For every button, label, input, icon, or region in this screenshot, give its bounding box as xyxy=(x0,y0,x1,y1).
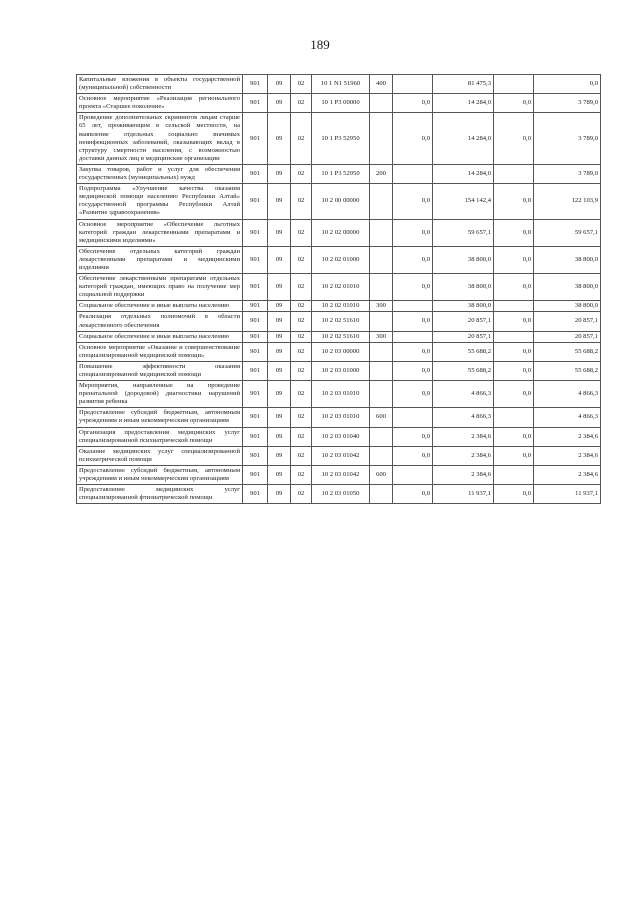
amount-cell-4: 11 937,1 xyxy=(534,485,601,504)
amount-cell-1 xyxy=(393,301,433,312)
subsection-code-cell: 02 xyxy=(291,312,312,331)
section-code-cell: 09 xyxy=(268,331,291,342)
amount-cell-2: 38 800,0 xyxy=(433,274,494,301)
subsection-code-cell: 02 xyxy=(291,219,312,246)
grbs-code-cell: 901 xyxy=(243,427,268,446)
amount-cell-1: 0,0 xyxy=(393,485,433,504)
subsection-code-cell: 02 xyxy=(291,164,312,183)
amount-cell-1: 0,0 xyxy=(393,342,433,361)
amount-cell-4: 20 857,1 xyxy=(534,312,601,331)
target-article-cell: 10 2 02 01010 xyxy=(312,301,370,312)
amount-cell-4: 2 384,6 xyxy=(534,465,601,484)
grbs-code-cell: 901 xyxy=(243,164,268,183)
subsection-code-cell: 02 xyxy=(291,331,312,342)
expense-type-cell: 300 xyxy=(370,331,393,342)
row-name-cell: Предоставление субсидий бюджетным, автономным учреждениям и иным некоммерческим организациям xyxy=(77,465,243,484)
amount-cell-1: 0,0 xyxy=(393,274,433,301)
amount-cell-3: 0,0 xyxy=(494,446,534,465)
amount-cell-1: 0,0 xyxy=(393,381,433,408)
expense-type-cell: 400 xyxy=(370,75,393,94)
table-row xyxy=(77,361,601,380)
amount-cell-3 xyxy=(494,75,534,94)
section-code-cell: 09 xyxy=(268,301,291,312)
target-article-cell: 10 2 02 51610 xyxy=(312,312,370,331)
amount-cell-3 xyxy=(494,301,534,312)
amount-cell-3: 0,0 xyxy=(494,219,534,246)
grbs-code-cell: 901 xyxy=(243,342,268,361)
amount-cell-4: 0,0 xyxy=(534,75,601,94)
section-code-cell: 09 xyxy=(268,381,291,408)
expense-type-cell: 200 xyxy=(370,164,393,183)
grbs-code-cell: 901 xyxy=(243,75,268,94)
amount-cell-3: 0,0 xyxy=(494,361,534,380)
amount-cell-3: 0,0 xyxy=(494,94,534,113)
amount-cell-3: 0,0 xyxy=(494,312,534,331)
amount-cell-4: 122 103,9 xyxy=(534,184,601,219)
section-code-cell: 09 xyxy=(268,342,291,361)
amount-cell-1: 0,0 xyxy=(393,113,433,165)
amount-cell-2: 14 284,0 xyxy=(433,113,494,165)
subsection-code-cell: 02 xyxy=(291,94,312,113)
amount-cell-4: 2 384,6 xyxy=(534,427,601,446)
amount-cell-1 xyxy=(393,465,433,484)
amount-cell-2: 11 937,1 xyxy=(433,485,494,504)
amount-cell-1 xyxy=(393,75,433,94)
grbs-code-cell: 901 xyxy=(243,446,268,465)
grbs-code-cell: 901 xyxy=(243,113,268,165)
row-name-cell: Подпрограмма «Улучшение качества оказания медицинской помощи населению Республики Алтай» государственной программы Республики Алтай «Развитие здравоохранения» xyxy=(77,184,243,219)
section-code-cell: 09 xyxy=(268,184,291,219)
subsection-code-cell: 02 xyxy=(291,381,312,408)
row-name-cell: Основное мероприятие «Реализация регионального проекта «Старшее поколение» xyxy=(77,94,243,113)
target-article-cell: 10 2 03 01042 xyxy=(312,446,370,465)
row-name-cell: Организация предоставления медицинских услуг специализированной психиатрической помощи xyxy=(77,427,243,446)
subsection-code-cell: 02 xyxy=(291,184,312,219)
budget-table xyxy=(76,74,601,504)
expense-type-cell xyxy=(370,485,393,504)
amount-cell-2: 14 284,0 xyxy=(433,164,494,183)
amount-cell-3: 0,0 xyxy=(494,342,534,361)
row-name-cell: Закупка товаров, работ и услуг для обеспечения государственных (муниципальных) нужд xyxy=(77,164,243,183)
amount-cell-1 xyxy=(393,331,433,342)
grbs-code-cell: 901 xyxy=(243,485,268,504)
amount-cell-2: 38 800,0 xyxy=(433,301,494,312)
amount-cell-3 xyxy=(494,331,534,342)
section-code-cell: 09 xyxy=(268,94,291,113)
subsection-code-cell: 02 xyxy=(291,485,312,504)
section-code-cell: 09 xyxy=(268,274,291,301)
expense-type-cell xyxy=(370,312,393,331)
expense-type-cell xyxy=(370,219,393,246)
amount-cell-3 xyxy=(494,465,534,484)
target-article-cell: 10 1 P3 52950 xyxy=(312,164,370,183)
subsection-code-cell: 02 xyxy=(291,427,312,446)
amount-cell-4: 38 800,0 xyxy=(534,246,601,273)
grbs-code-cell: 901 xyxy=(243,274,268,301)
amount-cell-1: 0,0 xyxy=(393,446,433,465)
amount-cell-2: 20 857,1 xyxy=(433,312,494,331)
amount-cell-3: 0,0 xyxy=(494,381,534,408)
amount-cell-3 xyxy=(494,164,534,183)
table-row xyxy=(77,75,601,94)
amount-cell-2: 55 688,2 xyxy=(433,342,494,361)
grbs-code-cell: 901 xyxy=(243,312,268,331)
expense-type-cell: 600 xyxy=(370,408,393,427)
amount-cell-2: 14 284,0 xyxy=(433,94,494,113)
amount-cell-1: 0,0 xyxy=(393,94,433,113)
subsection-code-cell: 02 xyxy=(291,113,312,165)
table-body xyxy=(77,75,601,504)
table-row xyxy=(77,408,601,427)
row-name-cell: Основное мероприятие «Оказание и совершенствование специализированной медицинской помощи» xyxy=(77,342,243,361)
subsection-code-cell: 02 xyxy=(291,446,312,465)
grbs-code-cell: 901 xyxy=(243,184,268,219)
grbs-code-cell: 901 xyxy=(243,465,268,484)
row-name-cell: Мероприятия, направленные на проведение пренатальной (дородовой) диагностики нарушений развития ребенка xyxy=(77,381,243,408)
target-article-cell: 10 1 N1 51960 xyxy=(312,75,370,94)
table-row xyxy=(77,331,601,342)
subsection-code-cell: 02 xyxy=(291,342,312,361)
expense-type-cell xyxy=(370,361,393,380)
table-row xyxy=(77,446,601,465)
table-row xyxy=(77,342,601,361)
row-name-cell: Обеспечение отдельных категорий граждан лекарственными препаратами и медицинскими изделиями xyxy=(77,246,243,273)
target-article-cell: 10 2 02 01000 xyxy=(312,246,370,273)
table-row xyxy=(77,184,601,219)
amount-cell-2: 2 384,6 xyxy=(433,446,494,465)
amount-cell-3: 0,0 xyxy=(494,246,534,273)
amount-cell-1: 0,0 xyxy=(393,427,433,446)
row-name-cell: Реализация отдельных полномочий в области лекарственного обеспечения xyxy=(77,312,243,331)
table-row xyxy=(77,485,601,504)
amount-cell-4: 4 866,3 xyxy=(534,408,601,427)
expense-type-cell xyxy=(370,113,393,165)
subsection-code-cell: 02 xyxy=(291,361,312,380)
expense-type-cell: 600 xyxy=(370,465,393,484)
table-row xyxy=(77,219,601,246)
amount-cell-4: 4 866,3 xyxy=(534,381,601,408)
row-name-cell: Обеспечение лекарственными препаратами отдельных категорий граждан, имеющих право на получение мер социальной поддержки xyxy=(77,274,243,301)
amount-cell-4: 20 857,1 xyxy=(534,331,601,342)
expense-type-cell xyxy=(370,381,393,408)
amount-cell-3: 0,0 xyxy=(494,274,534,301)
expense-type-cell xyxy=(370,246,393,273)
amount-cell-4: 38 800,0 xyxy=(534,274,601,301)
section-code-cell: 09 xyxy=(268,312,291,331)
amount-cell-2: 20 857,1 xyxy=(433,331,494,342)
expense-type-cell xyxy=(370,184,393,219)
expense-type-cell: 300 xyxy=(370,301,393,312)
amount-cell-2: 38 800,0 xyxy=(433,246,494,273)
row-name-cell: Оказание медицинских услуг специализированной психиатрической помощи xyxy=(77,446,243,465)
amount-cell-4: 38 800,0 xyxy=(534,301,601,312)
table-row xyxy=(77,312,601,331)
subsection-code-cell: 02 xyxy=(291,301,312,312)
amount-cell-2: 59 657,1 xyxy=(433,219,494,246)
section-code-cell: 09 xyxy=(268,427,291,446)
amount-cell-1: 0,0 xyxy=(393,312,433,331)
amount-cell-2: 81 475,3 xyxy=(433,75,494,94)
amount-cell-3: 0,0 xyxy=(494,485,534,504)
subsection-code-cell: 02 xyxy=(291,75,312,94)
amount-cell-3: 0,0 xyxy=(494,427,534,446)
subsection-code-cell: 02 xyxy=(291,465,312,484)
grbs-code-cell: 901 xyxy=(243,361,268,380)
row-name-cell: Основное мероприятие «Обеспечение льготных категорий граждан лекарственными препаратами и медицинскими изделиями» xyxy=(77,219,243,246)
grbs-code-cell: 901 xyxy=(243,94,268,113)
amount-cell-2: 154 142,4 xyxy=(433,184,494,219)
table-row xyxy=(77,274,601,301)
amount-cell-3: 0,0 xyxy=(494,113,534,165)
expense-type-cell xyxy=(370,342,393,361)
table-row xyxy=(77,113,601,165)
amount-cell-4: 3 789,0 xyxy=(534,94,601,113)
target-article-cell: 10 2 02 01010 xyxy=(312,274,370,301)
amount-cell-1 xyxy=(393,408,433,427)
target-article-cell: 10 1 P3 52950 xyxy=(312,113,370,165)
table-row xyxy=(77,381,601,408)
table-row xyxy=(77,94,601,113)
section-code-cell: 09 xyxy=(268,164,291,183)
table-row xyxy=(77,246,601,273)
subsection-code-cell: 02 xyxy=(291,408,312,427)
row-name-cell: Повышение эффективности оказания специализированной медицинской помощи xyxy=(77,361,243,380)
amount-cell-2: 2 384,6 xyxy=(433,465,494,484)
section-code-cell: 09 xyxy=(268,219,291,246)
row-name-cell: Капитальные вложения в объекты государственной (муниципальной) собственности xyxy=(77,75,243,94)
page-number: 189 xyxy=(310,37,330,52)
amount-cell-3 xyxy=(494,408,534,427)
grbs-code-cell: 901 xyxy=(243,301,268,312)
row-name-cell: Социальное обеспечение и иные выплаты населению xyxy=(77,331,243,342)
subsection-code-cell: 02 xyxy=(291,274,312,301)
expense-type-cell xyxy=(370,427,393,446)
row-name-cell: Проведение дополнительных скринингов лицам старше 65 лет, проживающим в сельской местности, на выявление отдельных социально значимых неинфекционных заболеваний, оказывающих вклад в структуру смертности населения, с возможностью доставки данных лиц в медицинские организации xyxy=(77,113,243,165)
target-article-cell: 10 2 03 01042 xyxy=(312,465,370,484)
row-name-cell: Социальное обеспечение и иные выплаты населению xyxy=(77,301,243,312)
grbs-code-cell: 901 xyxy=(243,219,268,246)
table-row xyxy=(77,465,601,484)
amount-cell-4: 3 789,0 xyxy=(534,113,601,165)
amount-cell-1: 0,0 xyxy=(393,184,433,219)
expense-type-cell xyxy=(370,94,393,113)
amount-cell-4: 2 384,6 xyxy=(534,446,601,465)
section-code-cell: 09 xyxy=(268,408,291,427)
amount-cell-4: 59 657,1 xyxy=(534,219,601,246)
row-name-cell: Предоставление медицинских услуг специализированной фтизиатрической помощи xyxy=(77,485,243,504)
table-row xyxy=(77,164,601,183)
grbs-code-cell: 901 xyxy=(243,246,268,273)
target-article-cell: 10 2 00 00000 xyxy=(312,184,370,219)
section-code-cell: 09 xyxy=(268,113,291,165)
amount-cell-2: 4 866,3 xyxy=(433,408,494,427)
subsection-code-cell: 02 xyxy=(291,246,312,273)
amount-cell-2: 2 384,6 xyxy=(433,427,494,446)
section-code-cell: 09 xyxy=(268,361,291,380)
target-article-cell: 10 1 P3 00000 xyxy=(312,94,370,113)
target-article-cell: 10 2 02 51610 xyxy=(312,331,370,342)
amount-cell-1: 0,0 xyxy=(393,246,433,273)
expense-type-cell xyxy=(370,274,393,301)
target-article-cell: 10 2 02 00000 xyxy=(312,219,370,246)
expense-type-cell xyxy=(370,446,393,465)
amount-cell-4: 55 688,2 xyxy=(534,361,601,380)
amount-cell-2: 55 688,2 xyxy=(433,361,494,380)
amount-cell-1 xyxy=(393,164,433,183)
amount-cell-1: 0,0 xyxy=(393,361,433,380)
section-code-cell: 09 xyxy=(268,246,291,273)
target-article-cell: 10 2 03 01010 xyxy=(312,408,370,427)
row-name-cell: Предоставление субсидий бюджетным, автономным учреждениям и иным некоммерческим организациям xyxy=(77,408,243,427)
amount-cell-4: 3 789,0 xyxy=(534,164,601,183)
table-row xyxy=(77,301,601,312)
section-code-cell: 09 xyxy=(268,446,291,465)
target-article-cell: 10 2 03 00000 xyxy=(312,342,370,361)
amount-cell-4: 55 688,2 xyxy=(534,342,601,361)
grbs-code-cell: 901 xyxy=(243,381,268,408)
target-article-cell: 10 2 03 01050 xyxy=(312,485,370,504)
section-code-cell: 09 xyxy=(268,485,291,504)
section-code-cell: 09 xyxy=(268,75,291,94)
target-article-cell: 10 2 03 01000 xyxy=(312,361,370,380)
amount-cell-2: 4 866,3 xyxy=(433,381,494,408)
grbs-code-cell: 901 xyxy=(243,331,268,342)
section-code-cell: 09 xyxy=(268,465,291,484)
grbs-code-cell: 901 xyxy=(243,408,268,427)
amount-cell-1: 0,0 xyxy=(393,219,433,246)
target-article-cell: 10 2 03 01040 xyxy=(312,427,370,446)
target-article-cell: 10 2 03 01010 xyxy=(312,381,370,408)
table-row xyxy=(77,427,601,446)
amount-cell-3: 0,0 xyxy=(494,184,534,219)
